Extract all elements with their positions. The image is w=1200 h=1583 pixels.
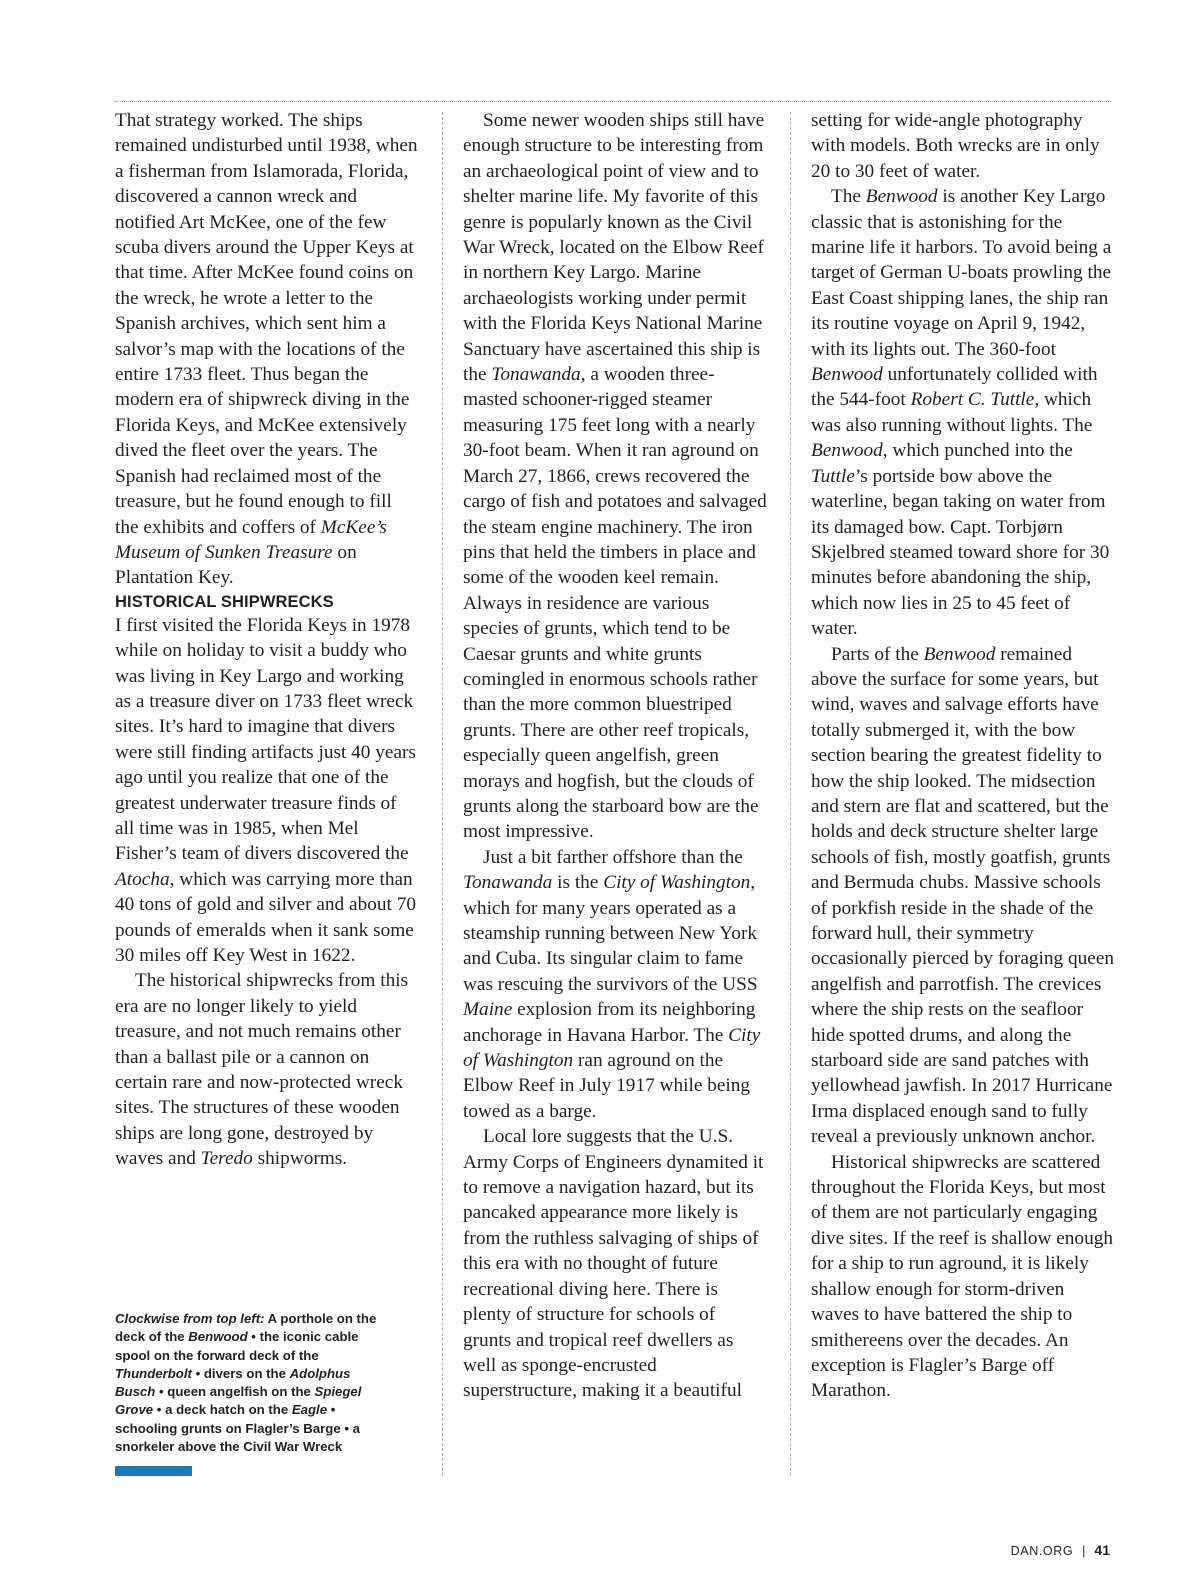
paragraph: I first visited the Florida Keys in 1978 while on holiday to visit a buddy who was living in Key Largo and working as a treasure diver on 1733 fleet wreck sites. It’s hard to imagine that divers were still finding artifacts just 40 years ago until you realize that one of the greatest underwater treasure finds of all time was in 1985, when Mel Fisher’s team of divers discovered the Atocha, which was carrying more than 40 tons of gold and silver and about 70 pounds of emeralds when it sank some 30 miles off Key West in 1622. [115,614,416,966]
paragraph: Local lore suggests that the U.S. Army Corps of Engineers dynamited it to remove a navigation hazard, but its pancaked appearance more likely is from the ruthless salvaging of ships of this era with no thought of future recreational diving here. There is plenty of structure for schools of grunts and tropical reef dwellers as well as sponge-encrusted superstructure, making it a beautiful [463,1126,764,1402]
section-heading: HISTORICAL SHIPWRECKS [115,592,334,611]
page-footer [1011,1542,1110,1558]
article-column-3 [811,108,1116,1404]
accent-bar [115,1466,192,1476]
column-divider-1 [442,112,443,1476]
article-column-2 [463,108,768,1404]
paragraph: Parts of the Benwood remained above the surface for some years, but wind, waves and salvage efforts have totally submerged it, with the bow section bearing the greatest fidelity to how the ship looked. The midsection and stern are flat and scattered, but the holds and deck structure shelter large schools of fish, mostly goatfish, grunts and Bermuda chubs. Massive schools of porkfish reside in the shade of the forward hull, their symmetry occasionally pierced by foraging queen angelfish and parrotfish. The crevices where the ship rests on the seafloor hide spotted drums, and along the starboard side are sand patches with yellowhead jawfish. In 2017 Hurricane Irma displaced enough sand to fully reveal a previously unknown anchor. [811,643,1115,1148]
paragraph: The historical shipwrecks from this era are no longer likely to yield treasure, and not much remains other than a ballast pile or a cannon on certain rare and now-protected wreck sites. The structures of these wooden ships are long gone, destroyed by waves and Teredo shipworms. [115,970,409,1170]
paragraph: The Benwood is another Key Largo classic that is astonishing for the marine life it harbors. To avoid being a target of German U-boats prowling the East Coast shipping lanes, the ship ran its routine voyage on April 9, 1942, with its lights out. The 360-foot Benwood unfortunately collided with the 544-foot Robert C. Tuttle, which was also running without lights. The Benwood, which punched into the Tuttle’s portside bow above the waterline, began taking on water from its damaged bow. Capt. Torbjørn Skjelbred steamed toward shore for 30 minutes before abandoning the ship, which now lies in 25 to 45 feet of water. [811,186,1112,640]
paragraph: Historical shipwrecks are scattered throughout the Florida Keys, but most of them are not particularly engaging dive sites. If the reef is shallow enough for a ship to run aground, it is likely shallow enough for storm-driven waves to have battered the ship to smithereens over the decades. An exception is Flagler’s Barge off Marathon. [811,1151,1113,1402]
paragraph: That strategy worked. The ships remained undisturbed until 1938, when a fisherman from Islamorada, Florida, discovered a cannon wreck and notified Art McKee, one of the few scuba divers around the Upper Keys at that time. After McKee found coins on the wreck, he wrote a letter to the Spanish archives, which sent him a salvor’s map with the locations of the entire 1733 fleet. Thus began the modern era of shipwreck diving in the Florida Keys, and McKee extensively dived the fleet over the years. The Spanish had reclaimed most of the treasure, but he found enough to fill the exhibits and coffers of McKee’s Museum of Sunken Treasure on Plantation Key. [115,110,418,589]
article-column-1 [115,108,420,1172]
paragraph: Just a bit farther offshore than the Tonawanda is the City of Washington, which for many years operated as a steamship running between New York and Cuba. Its singular claim to fame was rescuing the survivors of the USS Maine explosion from its neighboring anchorage in Havana Harbor. The City of Washington ran aground on the Elbow Reef in July 1917 while being towed as a barge. [463,846,761,1122]
page-number: 41 [1094,1542,1110,1558]
paragraph: setting for wide-angle photography with models. Both wrecks are in only 20 to 30 feet of water. [811,110,1100,182]
site-url: DAN.ORG [1010,1544,1074,1558]
paragraph: Some newer wooden ships still have enough structure to be interesting from an archaeological point of view and to shelter marine life. My favorite of this genre is popularly known as the Civil War Wreck, located on the Elbow Reef in northern Key Largo. Marine archaeologists working under permit with the Florida Keys National Marine Sanctuary have ascertained this ship is the Tonawanda, a wooden three-masted schooner-rigged steamer measuring 175 feet long with a nearly 30-foot beam. When it ran aground on March 27, 1866, crews recovered the cargo of fish and potatoes and salvaged the steam engine machinery. The iron pins that held the timbers in place and some of the wooden keel remain. Always in residence are various species of grunts, which tend to be Caesar grunts and white grunts comingled in enormous schools rather than the more common bluestriped grunts. There are other reef tropicals, especially queen angelfish, green morays and hogfish, but the clouds of grunts along the starboard bow are the most impressive. [463,110,767,843]
top-divider [115,101,1111,102]
photo-caption: Clockwise from top left: A porthole on the deck of the Benwood • the iconic cable spool on the forward deck of the Thunderbolt • divers on the Adolphus Busch • queen angelfish on the Spiegel Grove • a deck hatch on the Eagle • schooling grunts on Flagler’s Barge • a snorkeler above the Civil War Wreck [115,1311,377,1455]
footer-separator: | [1082,1544,1086,1558]
column-divider-2 [790,112,791,1476]
